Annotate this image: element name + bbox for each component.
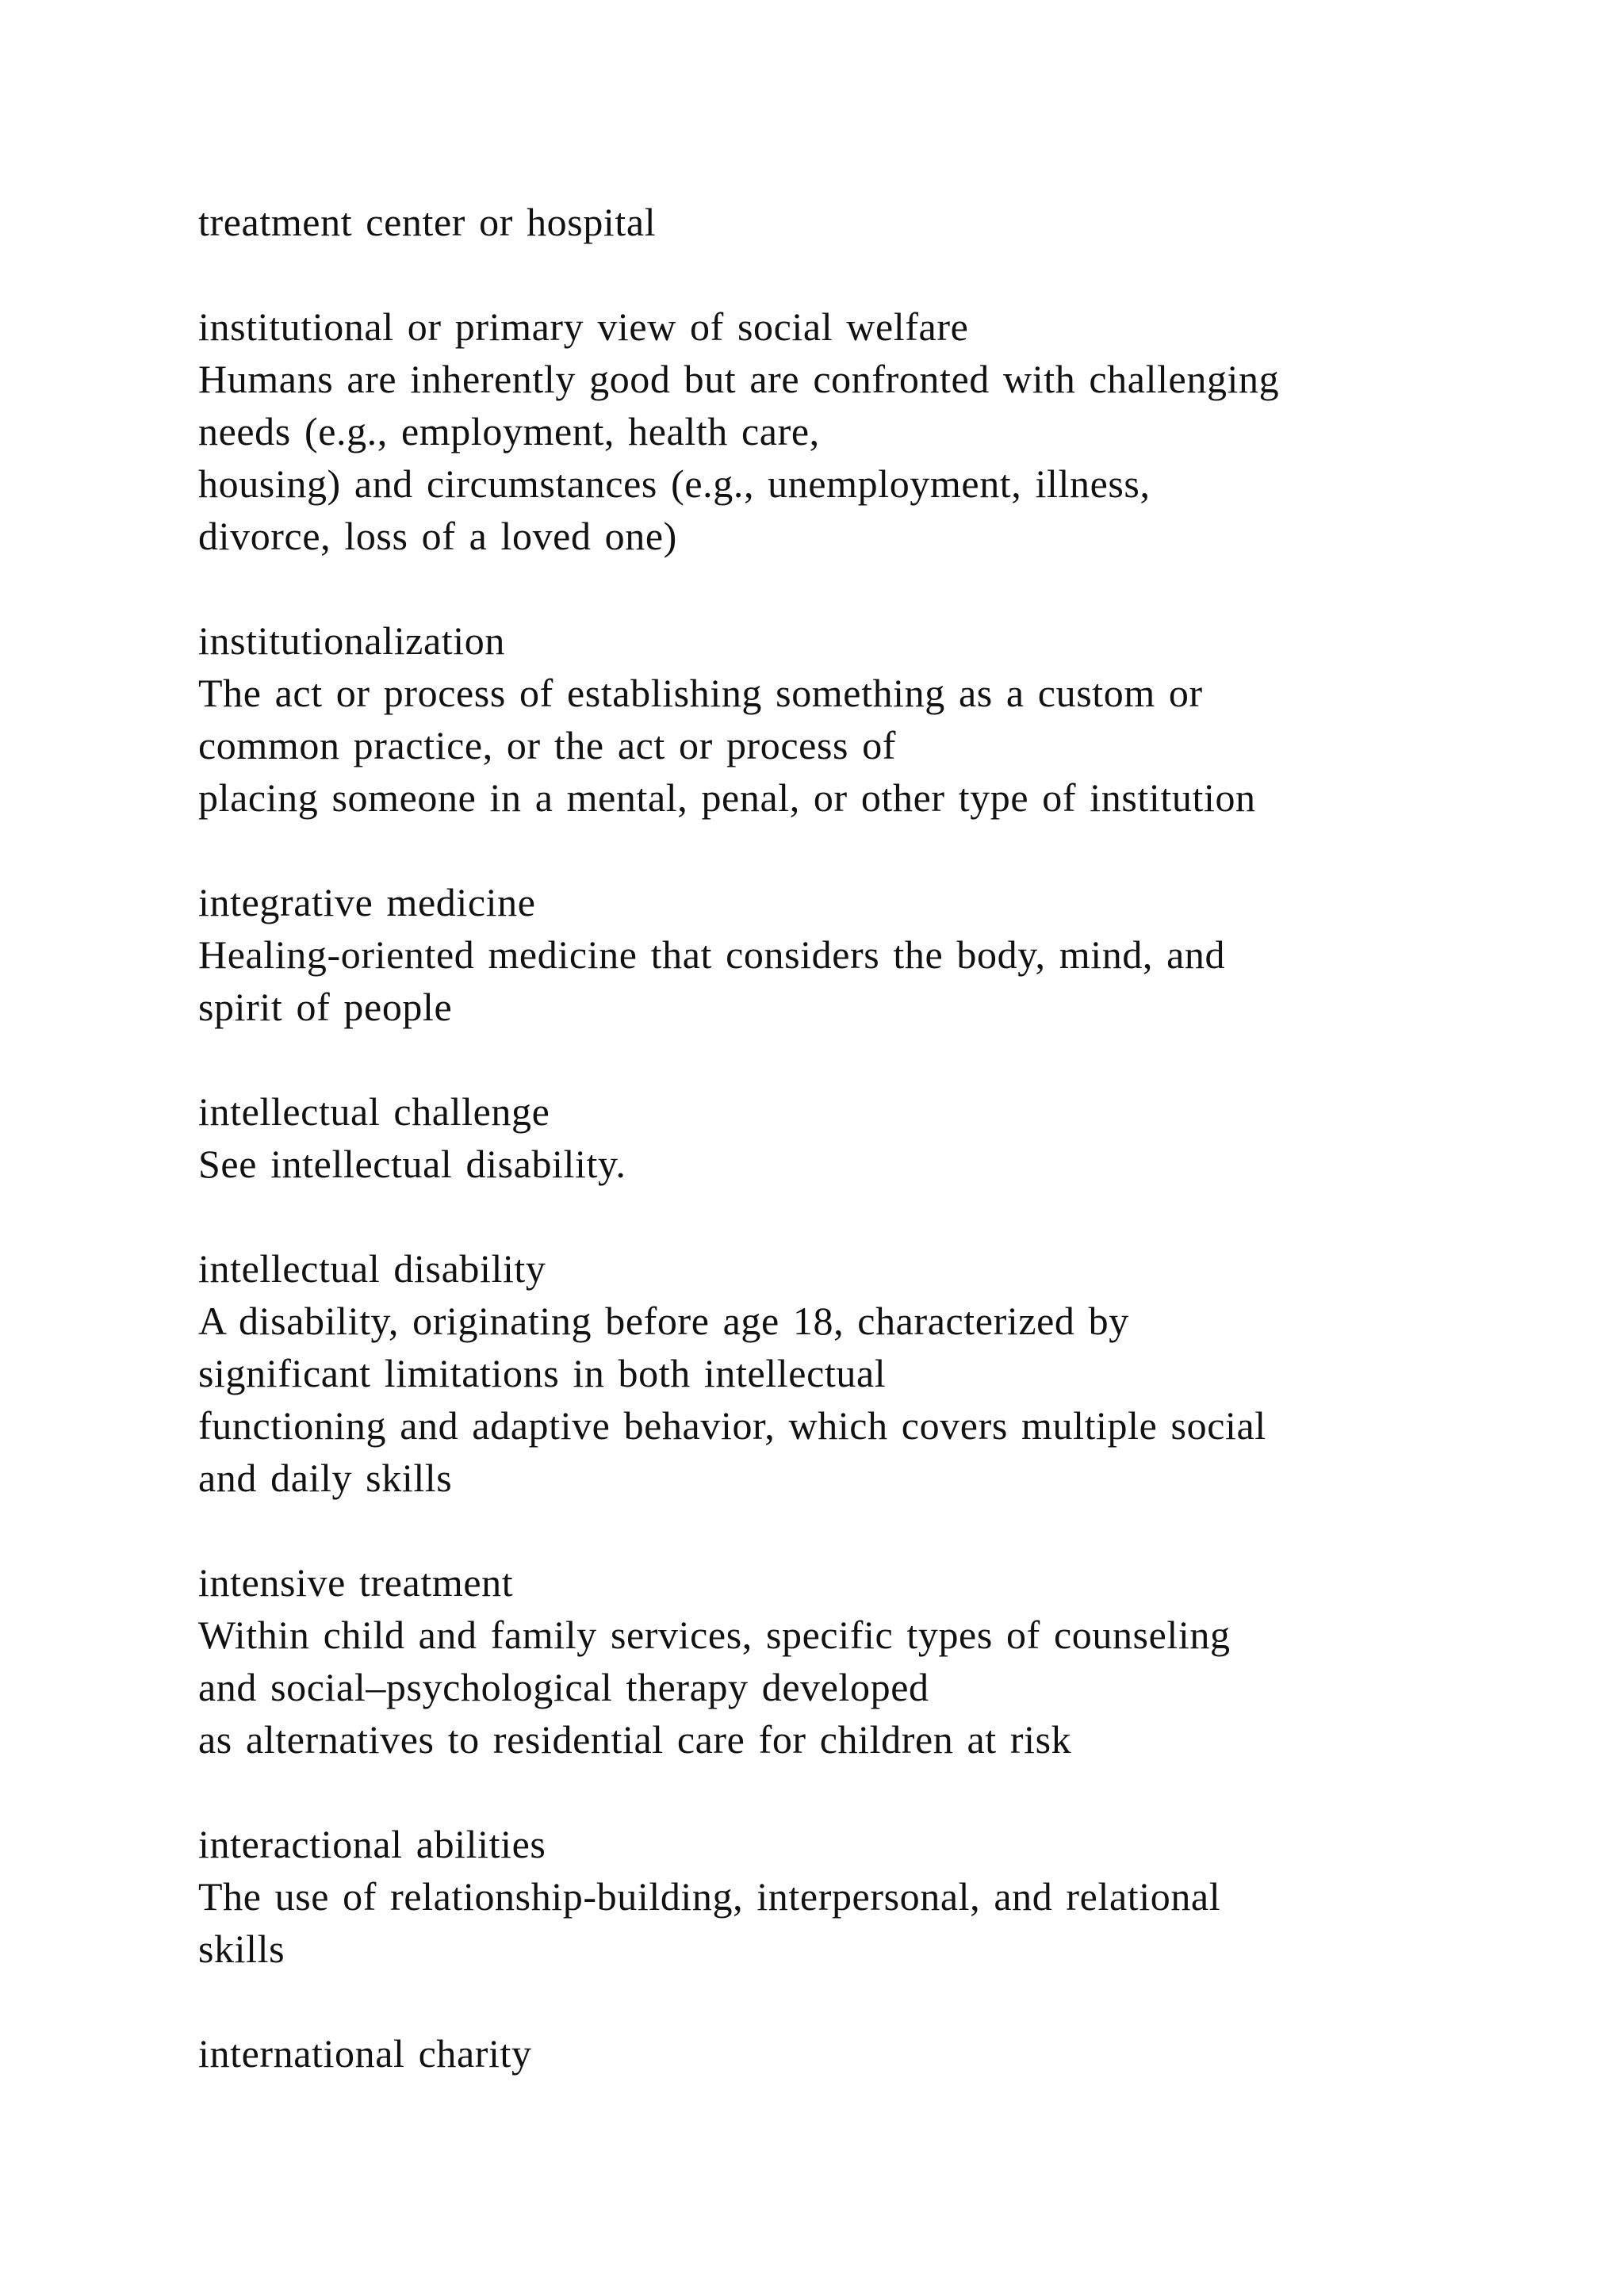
blank-line xyxy=(198,1033,1546,1085)
definition-line: Within child and family services, specific types of counseling xyxy=(198,1613,1231,1657)
glossary-term: international charity xyxy=(198,2031,532,2076)
glossary-term: institutional or primary view of social welfare xyxy=(198,304,969,349)
blank-line xyxy=(198,824,1546,876)
definition-line: See intellectual disability. xyxy=(198,1142,626,1186)
glossary-term: interactional abilities xyxy=(198,1822,546,1866)
blank-line xyxy=(198,562,1546,614)
definition-line: spirit of people xyxy=(198,985,453,1029)
definition-line: placing someone in a mental, penal, or other type of institution xyxy=(198,775,1256,820)
definition-line: and daily skills xyxy=(198,1456,453,1500)
glossary-term: institutionalization xyxy=(198,618,505,663)
glossary-term: integrative medicine xyxy=(198,880,536,924)
definition-line: skills xyxy=(198,1927,285,1971)
glossary-text xyxy=(198,196,1546,2080)
blank-line xyxy=(198,248,1546,300)
blank-line xyxy=(198,1504,1546,1556)
definition-line: The act or process of establishing something as a custom or xyxy=(198,671,1203,715)
blank-line xyxy=(198,1766,1546,1818)
definition-line: and social–psychological therapy developed xyxy=(198,1665,929,1709)
blank-line xyxy=(198,1190,1546,1242)
definition-line: Healing-oriented medicine that considers the body, mind, and xyxy=(198,932,1226,977)
glossary-term: intellectual challenge xyxy=(198,1089,550,1134)
definition-line: needs (e.g., employment, health care, xyxy=(198,409,820,453)
blank-line xyxy=(198,1975,1546,2027)
definition-line: Humans are inherently good but are confronted with challenging xyxy=(198,357,1280,401)
definition-line: A disability, originating before age 18, characterized by xyxy=(198,1299,1129,1343)
definition-line: functioning and adaptive behavior, which covers multiple social xyxy=(198,1403,1266,1448)
definition-line: common practice, or the act or process of xyxy=(198,723,897,767)
definition-line: The use of relationship-building, interpersonal, and relational xyxy=(198,1874,1221,1919)
definition-line: divorce, loss of a loved one) xyxy=(198,514,677,558)
glossary-term: intellectual disability xyxy=(198,1246,546,1291)
definition-line: housing) and circumstances (e.g., unemployment, illness, xyxy=(198,461,1151,506)
definition-line: as alternatives to residential care for children at risk xyxy=(198,1717,1072,1762)
definition-line: significant limitations in both intellectual xyxy=(198,1351,887,1395)
lead-line: treatment center or hospital xyxy=(198,200,657,244)
glossary-term: intensive treatment xyxy=(198,1560,514,1605)
